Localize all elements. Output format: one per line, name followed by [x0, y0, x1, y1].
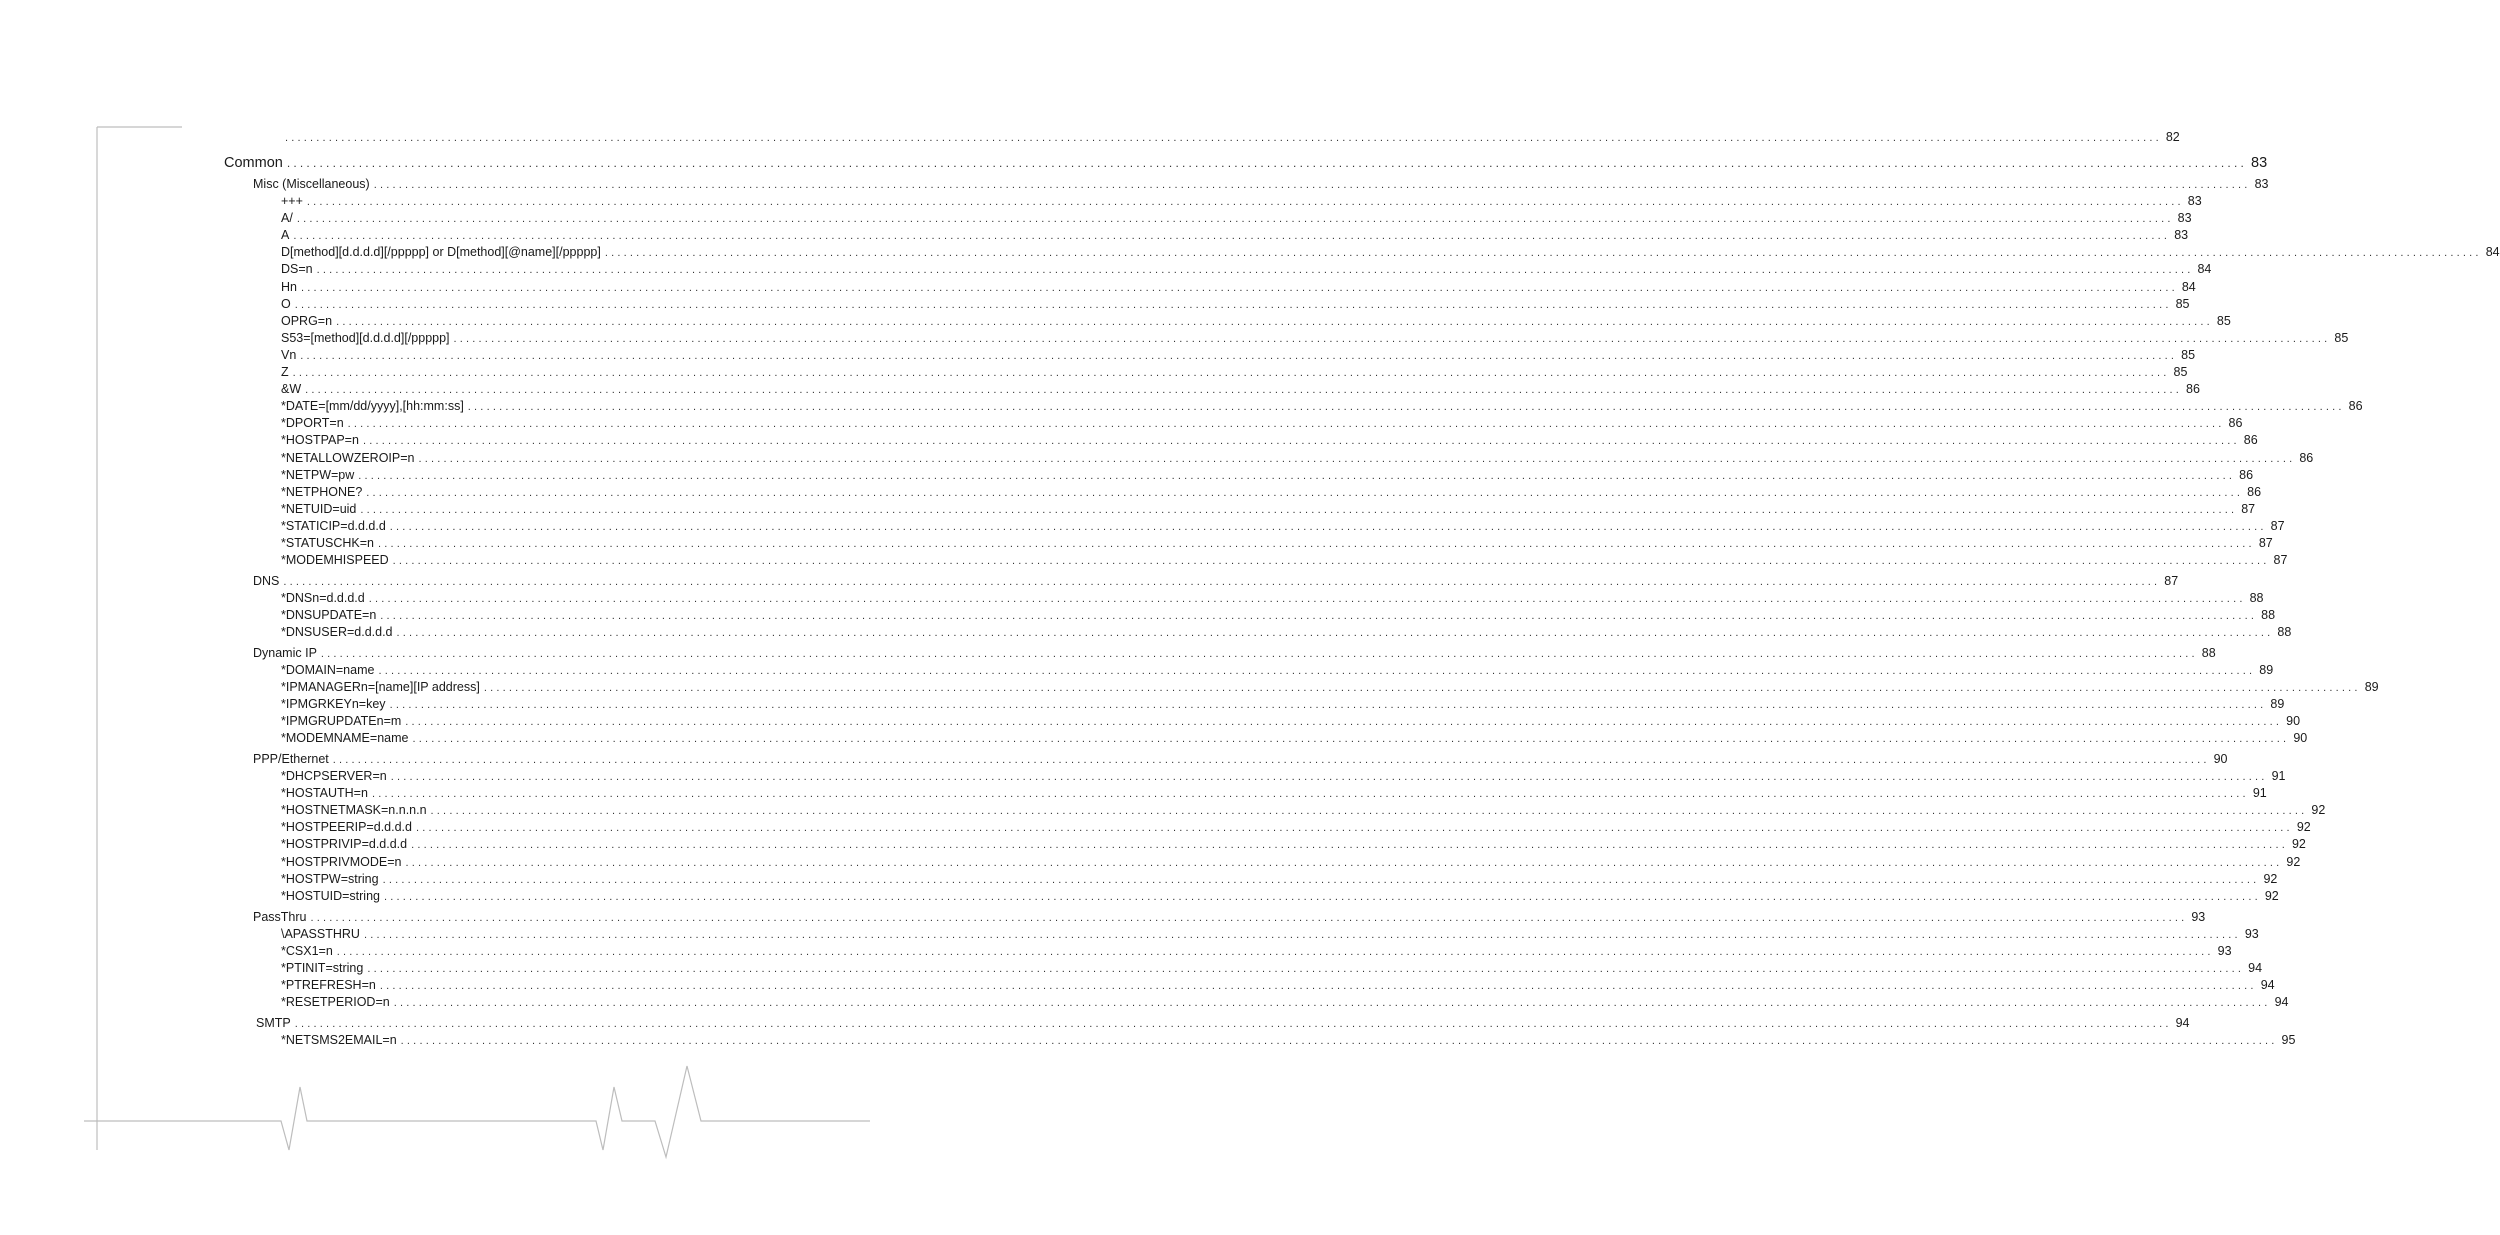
leader-dots: ............................................................................................................................................................................................................................................................................................................	[382, 874, 2260, 886]
leader-dots: ............................................................................................................................................................................................................................................................................................................	[283, 576, 2161, 588]
entry-page: 89	[2270, 697, 2285, 711]
leader-dots: ............................................................................................................................................................................................................................................................................................................	[294, 1018, 2172, 1030]
entry-page: 92	[2263, 872, 2278, 886]
toc-section[interactable]	[253, 751, 2228, 768]
leader-dots: ............................................................................................................................................................................................................................................................................................................	[294, 299, 2172, 311]
entry-page: 94	[2248, 961, 2263, 975]
entry-page: 93	[2191, 910, 2206, 924]
toc-item[interactable]	[281, 1032, 2296, 1049]
leader-dots: ............................................................................................................................................................................................................................................................................................................	[371, 788, 2249, 800]
entry-label: *HOSTPRIVMODE=n	[281, 855, 402, 869]
toc-item[interactable]	[281, 518, 2285, 535]
entry-label: *PTINIT=string	[281, 961, 364, 975]
toc-item[interactable]	[281, 802, 2326, 819]
leader-dots: ............................................................................................................................................................................................................................................................................................................	[396, 627, 2274, 639]
leader-dots: ............................................................................................................................................................................................................................................................................................................	[411, 839, 2288, 851]
chapter-page: 83	[2251, 155, 2268, 171]
toc-item[interactable]	[281, 193, 2202, 210]
leader-dots: ............................................................................................................................................................................................................................................................................................................	[366, 487, 2244, 499]
entry-page: 87	[2270, 519, 2285, 533]
entry-page: 83	[2187, 194, 2202, 208]
toc-item[interactable]	[281, 926, 2259, 943]
entry-page: 94	[2175, 1016, 2190, 1030]
leader-dots: ............................................................................................................................................................................................................................................................................................................	[418, 453, 2296, 465]
toc-item[interactable]	[281, 713, 2301, 730]
leader-dots: ............................................................................................................................................................................................................................................................................................................	[285, 132, 2162, 144]
leader-dots: ............................................................................................................................................................................................................................................................................................................	[604, 247, 2482, 259]
entry-label: *IPMGRKEYn=key	[281, 697, 386, 711]
toc-item[interactable]	[281, 994, 2289, 1011]
entry-label: *RESETPERIOD=n	[281, 995, 390, 1009]
entry-label: DS=n	[281, 262, 313, 276]
entry-label: Vn	[281, 348, 297, 362]
leader-dots: ............................................................................................................................................................................................................................................................................................................	[430, 805, 2308, 817]
toc-item[interactable]	[281, 501, 2256, 518]
leader-dots: ............................................................................................................................................................................................................................................................................................................	[332, 754, 2210, 766]
entry-label: *HOSTPEERIP=d.d.d.d	[281, 820, 412, 834]
entry-page: 93	[2217, 944, 2232, 958]
entry-label: *NETUID=uid	[281, 502, 357, 516]
toc-item[interactable]	[281, 381, 2200, 398]
entry-page: 83	[2174, 228, 2189, 242]
leader-dots: ............................................................................................................................................................................................................................................................................................................	[400, 1035, 2278, 1047]
toc-item[interactable]	[281, 854, 2301, 871]
entry-page: 90	[2286, 714, 2301, 728]
entry-label: A	[281, 228, 290, 242]
entry-page: 83	[2254, 177, 2269, 191]
entry-label: *IPMANAGERn=[name][IP address]	[281, 680, 480, 694]
entry-page: 87	[2258, 536, 2273, 550]
entry-page: 86	[2348, 399, 2363, 413]
entry-label: A/	[281, 211, 293, 225]
toc-item[interactable]	[281, 467, 2254, 484]
entry-page: 91	[2271, 769, 2286, 783]
entry-page: 94	[2274, 995, 2289, 1009]
entry-page: 92	[2296, 820, 2311, 834]
entry-page: 92	[2264, 889, 2279, 903]
leader-dots: ............................................................................................................................................................................................................................................................................................................	[367, 963, 2245, 975]
toc-item[interactable]	[281, 785, 2267, 802]
entry-label: OPRG=n	[281, 314, 333, 328]
entry-page: 88	[2277, 625, 2292, 639]
entry-page: 86	[2186, 382, 2200, 396]
toc-item[interactable]	[281, 210, 2192, 227]
toc-section[interactable]	[253, 909, 2206, 926]
entry-label: *MODEMNAME=name	[281, 731, 409, 745]
leader-dots: ............................................................................................................................................................................................................................................................................................................	[293, 230, 2171, 242]
entry-label: Z	[281, 365, 289, 379]
entry-label: *CSX1=n	[281, 944, 333, 958]
leader-dots: ............................................................................................................................................................................................................................................................................................................	[380, 610, 2258, 622]
leader-dots: ............................................................................................................................................................................................................................................................................................................	[373, 179, 2251, 191]
entry-label: *NETALLOWZEROIP=n	[281, 451, 415, 465]
chapter-label: Common	[224, 155, 283, 171]
entry-label: *DOMAIN=name	[281, 663, 375, 677]
entry-page: 92	[2286, 855, 2301, 869]
entry-page: 84	[2197, 262, 2212, 276]
entry-page: 91	[2252, 786, 2267, 800]
entry-page: 90	[2213, 752, 2228, 766]
entry-page: 88	[2249, 591, 2264, 605]
entry-label: *DATE=[mm/dd/yyyy],[hh:mm:ss]	[281, 399, 464, 413]
leader-dots: ............................................................................................................................................................................................................................................................................................................	[360, 504, 2238, 516]
entry-page: 85	[2173, 365, 2188, 379]
entry-label: *DNSn=d.d.d.d	[281, 591, 365, 605]
entry-label: *PTREFRESH=n	[281, 978, 376, 992]
leader-dots: ............................................................................................................................................................................................................................................................................................................	[363, 929, 2241, 941]
entry-label: D[method][d.d.d.d][/ppppp] or D[method][@name][/ppppp]	[281, 245, 601, 259]
leader-dots: ............................................................................................................................................................................................................................................................................................................	[389, 521, 2267, 533]
entry-label: *HOSTPRIVIP=d.d.d.d	[281, 837, 408, 851]
entry-label: *DNSUPDATE=n	[281, 608, 377, 622]
toc-item[interactable]	[281, 871, 2278, 888]
leader-dots: ............................................................................................................................................................................................................................................................................................................	[300, 350, 2178, 362]
entry-page: 92	[2311, 803, 2326, 817]
toc-item[interactable]	[281, 432, 2258, 449]
leader-dots: ............................................................................................................................................................................................................................................................................................................	[316, 264, 2194, 276]
entry-label: O	[281, 297, 291, 311]
leader-dots: ............................................................................................................................................................................................................................................................................................................	[336, 946, 2214, 958]
entry-label: *IPMGRUPDATEn=m	[281, 714, 402, 728]
entry-page: 88	[2201, 646, 2216, 660]
entry-label: *HOSTPAP=n	[281, 433, 359, 447]
entry-page: 85	[2175, 297, 2190, 311]
toc-section[interactable]	[253, 645, 2216, 662]
toc-item[interactable]	[281, 977, 2275, 994]
toc-item[interactable]	[281, 768, 2286, 785]
entry-label: *NETPHONE?	[281, 485, 363, 499]
toc-item[interactable]	[281, 836, 2306, 853]
toc-item[interactable]	[281, 450, 2314, 467]
toc-item[interactable]	[281, 607, 2276, 624]
toc-item[interactable]	[281, 227, 2189, 244]
entry-label: *HOSTNETMASK=n.n.n.n	[281, 803, 427, 817]
leader-dots: ............................................................................................................................................................................................................................................................................................................	[347, 418, 2225, 430]
entry-page: 90	[2293, 731, 2308, 745]
entry-page: 94	[2260, 978, 2275, 992]
leader-dots: ............................................................................................................................................................................................................................................................................................................	[412, 733, 2290, 745]
toc-section[interactable]	[253, 573, 2179, 590]
leader-dots: ............................................................................................................................................................................................................................................................................................................	[306, 196, 2184, 208]
leader-dots: ............................................................................................................................................................................................................................................................................................................	[453, 333, 2331, 345]
toc-item[interactable]	[281, 244, 2500, 261]
entry-label: *NETSMS2EMAIL=n	[281, 1033, 397, 1047]
entry-page: 85	[2334, 331, 2349, 345]
toc-item[interactable]	[281, 730, 2308, 747]
entry-page: 95	[2281, 1033, 2296, 1047]
leader-dots: ............................................................................................................................................................................................................................................................................................................	[377, 538, 2255, 550]
leader-dots: ............................................................................................................................................................................................................................................................................................................	[336, 316, 2213, 328]
leader-dots: ............................................................................................................................................................................................................................................................................................................	[405, 857, 2283, 869]
entry-page: 86	[2247, 485, 2262, 499]
entry-label: Misc (Miscellaneous)	[253, 177, 370, 191]
entry-page: 86	[2239, 468, 2254, 482]
entry-label: DNS	[253, 574, 280, 588]
toc-item[interactable]	[281, 960, 2263, 977]
entry-page: 93	[2244, 927, 2259, 941]
entry-page: 86	[2228, 416, 2243, 430]
leader-dots: ............................................................................................................................................................................................................................................................................................................	[390, 771, 2268, 783]
entry-page: 92	[2291, 837, 2306, 851]
entry-page: 85	[2216, 314, 2231, 328]
toc-item[interactable]	[281, 330, 2349, 347]
entry-page: 87	[2164, 574, 2179, 588]
toc-section[interactable]	[256, 1015, 2190, 1032]
entry-label: \APASSTHRU	[281, 927, 360, 941]
footer-pulse-line	[84, 1066, 870, 1157]
leader-dots: ............................................................................................................................................................................................................................................................................................................	[305, 384, 2182, 396]
entry-label: *DPORT=n	[281, 416, 344, 430]
toc-item[interactable]	[281, 398, 2363, 415]
entry-page: 87	[2273, 553, 2288, 567]
entry-label: Hn	[281, 280, 297, 294]
entry-label: Dynamic IP	[253, 646, 317, 660]
entry-page: 84	[2485, 245, 2500, 259]
entry-label: SMTP	[256, 1016, 291, 1030]
toc-item[interactable]	[281, 590, 2264, 607]
toc-chapter-common[interactable]	[224, 153, 2268, 173]
entry-page: 84	[2181, 280, 2196, 294]
entry-page: 82	[2165, 130, 2180, 144]
entry-page: 87	[2241, 502, 2256, 516]
entry-label: +++	[281, 194, 303, 208]
toc-item[interactable]	[281, 364, 2188, 381]
leader-dots: ............................................................................................................................................................................................................................................................................................................	[415, 822, 2293, 834]
toc-item[interactable]	[281, 484, 2262, 501]
entry-label: *MODEMHISPEED	[281, 553, 389, 567]
entry-page: 89	[2364, 680, 2379, 694]
entry-page: 85	[2181, 348, 2196, 362]
entry-label: *STATUSCHK=n	[281, 536, 374, 550]
leader-dots: ............................................................................................................................................................................................................................................................................................................	[378, 665, 2256, 677]
entry-label: *HOSTPW=string	[281, 872, 379, 886]
toc-item[interactable]	[281, 261, 2212, 278]
toc-item[interactable]	[281, 313, 2231, 330]
toc-item[interactable]	[281, 819, 2311, 836]
entry-label: *DHCPSERVER=n	[281, 769, 387, 783]
toc-item[interactable]	[281, 347, 2196, 364]
leader-dots: ............................................................................................................................................................................................................................................................................................................	[405, 716, 2283, 728]
toc-item[interactable]	[281, 888, 2279, 905]
leader-dots: ............................................................................................................................................................................................................................................................................................................	[389, 699, 2267, 711]
toc-item[interactable]	[281, 296, 2190, 313]
toc-section[interactable]	[253, 176, 2269, 193]
leader-dots: ............................................................................................................................................................................................................................................................................................................	[310, 912, 2188, 924]
entry-page: 88	[2261, 608, 2276, 622]
leader-dots: ............................................................................................................................................................................................................................................................................................................	[467, 401, 2345, 413]
entry-label: *DNSUSER=d.d.d.d	[281, 625, 393, 639]
leader-dots: ............................................................................................................................................................................................................................................................................................................	[320, 648, 2198, 660]
toc-item[interactable]	[281, 696, 2285, 713]
toc-item[interactable]	[281, 552, 2288, 569]
entry-page: 86	[2243, 433, 2258, 447]
toc-item[interactable]	[281, 279, 2196, 296]
leader-dots: ............................................................................................................................................................................................................................................................................................................	[483, 682, 2361, 694]
leader-dots: ............................................................................................................................................................................................................................................................................................................	[358, 470, 2236, 482]
toc-item[interactable]	[281, 415, 2243, 432]
leader-dots: ............................................................................................................................................................................................................................................................................................................	[368, 593, 2246, 605]
toc-item[interactable]	[281, 679, 2379, 696]
entry-label: PassThru	[253, 910, 307, 924]
entry-label: *STATICIP=d.d.d.d	[281, 519, 386, 533]
leader-dots: ............................................................................................................................................................................................................................................................................................................	[292, 367, 2170, 379]
leader-dots: ............................................................................................................................................................................................................................................................................................................	[393, 997, 2271, 1009]
leader-dots: ............................................................................................................................................................................................................................................................................................................	[383, 891, 2261, 903]
leader-dots: ............................................................................................................................................................................................................................................................................................................	[286, 156, 2248, 170]
entry-label: &W	[281, 382, 302, 396]
entry-label: S53=[method][d.d.d.d][/ppppp]	[281, 331, 450, 345]
entry-page: 83	[2177, 211, 2192, 225]
leader-dots: ............................................................................................................................................................................................................................................................................................................	[296, 213, 2174, 225]
entry-page: 89	[2259, 663, 2274, 677]
toc-item[interactable]	[281, 662, 2274, 679]
leader-dots: ............................................................................................................................................................................................................................................................................................................	[392, 555, 2270, 567]
entry-label: PPP/Ethernet	[253, 752, 329, 766]
entry-page: 86	[2299, 451, 2314, 465]
entry-label: *HOSTUID=string	[281, 889, 380, 903]
leader-dots: ............................................................................................................................................................................................................................................................................................................	[300, 282, 2178, 294]
leader-dots: ............................................................................................................................................................................................................................................................................................................	[362, 435, 2240, 447]
toc-item[interactable]	[281, 535, 2273, 552]
entry-label: *HOSTAUTH=n	[281, 786, 368, 800]
toc-top-entry[interactable]	[281, 129, 2180, 146]
leader-dots: ............................................................................................................................................................................................................................................................................................................	[379, 980, 2257, 992]
entry-label: *NETPW=pw	[281, 468, 355, 482]
toc-item[interactable]	[281, 624, 2292, 641]
toc-item[interactable]	[281, 943, 2232, 960]
